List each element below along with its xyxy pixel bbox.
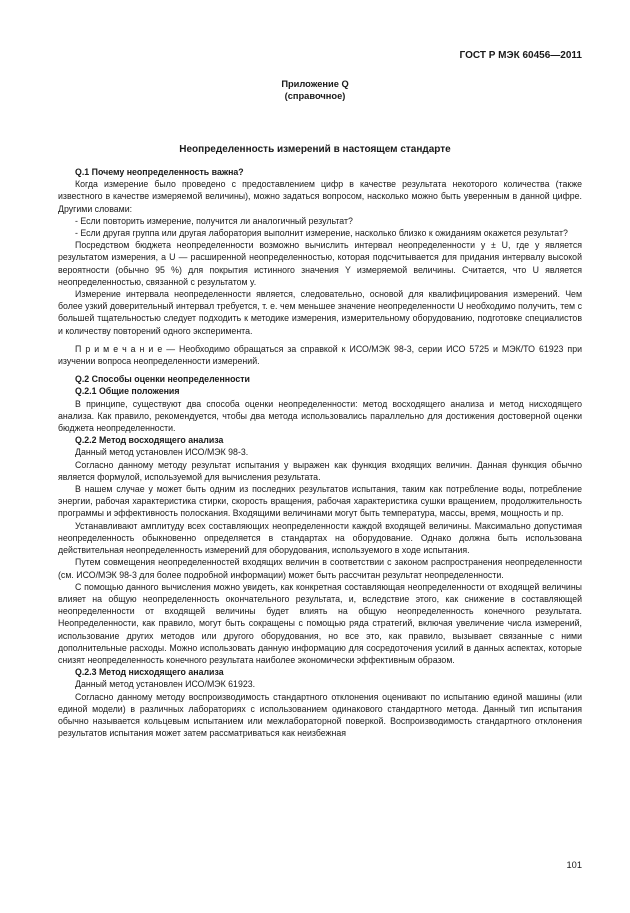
paragraph: П р и м е ч а н и е — Необходимо обращаться за справкой к ИСО/МЭК 98-3, серии ИСО 5725 и МЭК/ТО 61923 при изучении вопроса неопределенности измерений. xyxy=(58,343,582,367)
paragraph: Путем совмещения неопределенностей входящих величин в соответствии с законом распространения неопределенности (см. ИСО/МЭК 98-3 для более подробной информации) может быть рассчитан результат неопределенности. xyxy=(58,557,582,580)
subsection-heading: Q.2.2 Метод восходящего анализа xyxy=(75,435,224,446)
standard-header: ГОСТ Р МЭК 60456—2011 xyxy=(459,50,582,61)
paragraph: Когда измерение было проведено с предоставлением цифр в качестве результата некоторого количества (также известного в качестве измеряемой величины), можно задаться вопросом, насколько можно быть уверенным в данной цифре. Другими словами: xyxy=(58,179,582,214)
annex-subtitle: (справочное) xyxy=(284,91,346,101)
paragraph: Данный метод установлен ИСО/МЭК 98-3. xyxy=(75,447,249,458)
paragraph: Согласно данному методу воспроизводимость стандартного отклонения оценивают по испытанию единой машины (или единой модели) в различных лабораториях с использованием одинакового стандартного метода. Данный тип испытания обычно называется кольцевым испытанием или межлабораторной поверкой. Воспроизводимость стандартного отклонения результатов испытания может затем рассматриваться как неизбежная xyxy=(58,691,582,739)
subsection-heading: Q.1 Почему неопределенность важна? xyxy=(75,167,244,177)
annex-title: Приложение Q xyxy=(281,79,349,89)
page-number: 101 xyxy=(566,860,582,870)
paragraph: В принципе, существуют два способа оценки неопределенности: метод восходящего анализа и метод нисходящего анализа. Как правило, рекомендуется, чтобы два метода использовались параллельно для достижения достоверной оценки бюджета неопределенности. xyxy=(58,398,582,434)
subsection-heading: Q.2.1 Общие положения xyxy=(75,386,180,397)
subsection-heading: Q.2 Способы оценки неопределенности xyxy=(75,374,250,385)
subsection-heading: Q.2.3 Метод нисходящего анализа xyxy=(75,667,224,678)
paragraph: С помощью данного вычисления можно увидеть, как конкретная составляющая неопределенности от входящей величины влияет на общую неопределенность окончательного результата, и, вследствие этого, как снижение в составляющей неопределенности от входящей величины будет влиять на общую неопределенность конечного результата. Неопределенности, как правило, могут быть сокращены с помощью ряда стратегий, включая увеличение числа измерений, использование других методов или другого оборудования, но все это, как правило, вызывает связанные с ними дополнительные расходы. Можно использовать данную информацию для сосредоточения усилий в данных аспектах, которые снизят неопределенность конечного результата наиболее экономически эффективным образом. xyxy=(58,581,582,665)
paragraph: - Если повторить измерение, получится ли аналогичный результат? xyxy=(75,215,353,226)
document-body xyxy=(58,166,582,739)
paragraph: Посредством бюджета неопределенности возможно вычислить интервал неопределенности y ± U, где y является результатом измерения, а U — расширенной неопределенностью, которая подсчитывается для придания интервалу высокой вероятности (обычно 95 %) для покрытия истинного значения Y измеряемой величины. Считается, что U является неопределенностью, связанной с результатом y. xyxy=(58,240,582,287)
paragraph: В нашем случае y может быть одним из последних результатов испытания, таким как потребление воды, потребление энергии, рабочая характеристика стирки, скорость вращения, рабочая характеристика сушки вращением, продолжительность программы и эффективность полоскания. Входящими величинами могут быть температура, массы, время, мощность и пр. xyxy=(58,484,582,519)
paragraph: Согласно данному методу результат испытания y выражен как функция входящих величин. Данная функция обычно является формулой, используемой для вычисления результата. xyxy=(58,459,582,482)
section-title: Неопределенность измерений в настоящем стандарте xyxy=(179,144,451,155)
paragraph: - Если другая группа или другая лаборатория выполнит измерение, насколько близко к ожиданиям окажется результат? xyxy=(75,228,568,239)
paragraph: Устанавливают амплитуду всех составляющих неопределенности каждой входящей величины. Максимально допустимая неопределенность обыкновенно определяется в стандартах на оборудование. Однако должна быть использована действительная неопределенность измерений для оборудования, используемого в ходе испытания. xyxy=(58,520,582,556)
paragraph: Измерение интервала неопределенности является, следовательно, основой для квалифицирования измерений. Чем более узкий доверительный интервал требуется, т. е. чем меньшее значение неопределенности U необходимо получить, тем с большей тщательностью следует подходить к методике измерения, измерительному оборудованию, подготовке специалистов и количеству повторений одного эксперимента. xyxy=(58,289,582,336)
paragraph: Данный метод установлен ИСО/МЭК 61923. xyxy=(75,679,256,690)
